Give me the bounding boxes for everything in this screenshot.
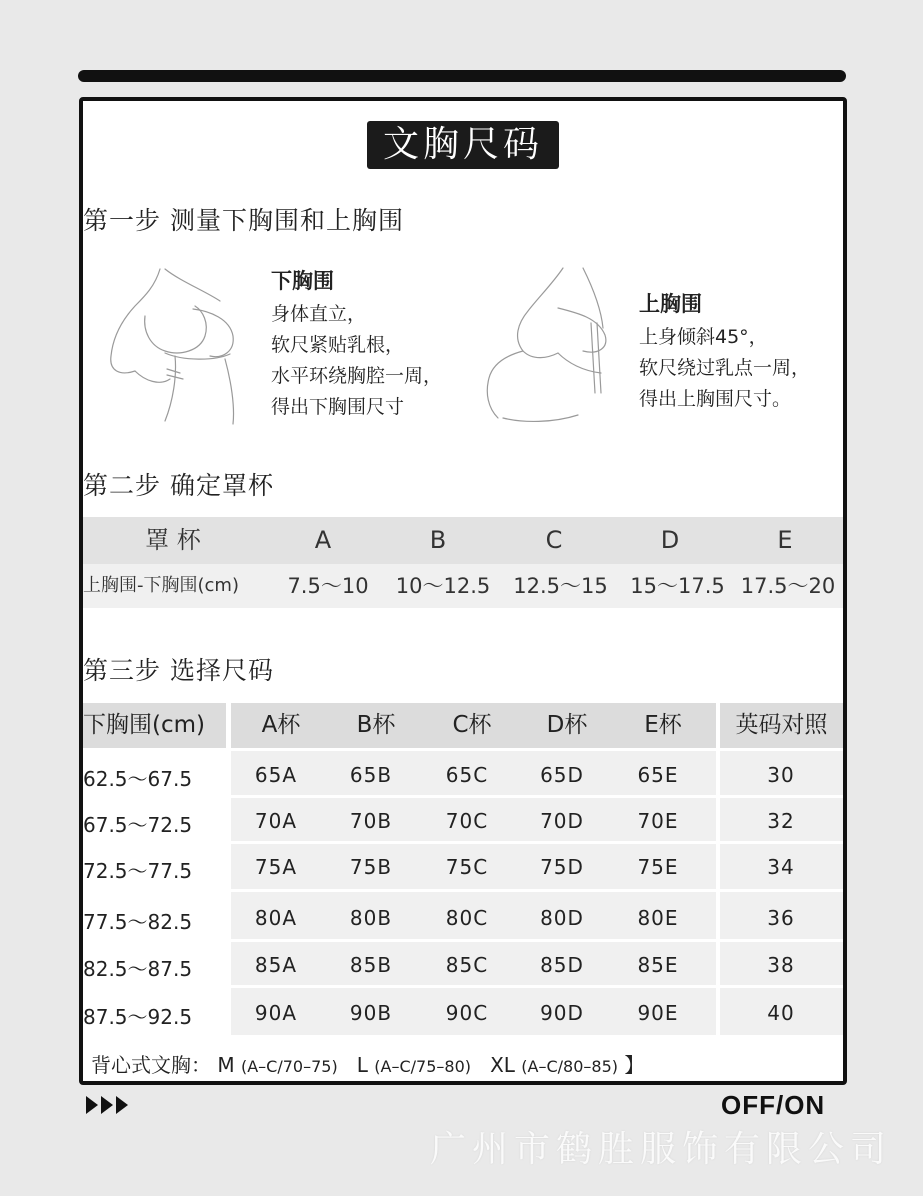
underbust-line: 得出下胸围尺寸 [271,396,405,418]
size-cell: 80C [445,906,489,930]
uk-size-cell: 34 [767,855,795,879]
size-cell: 90A [254,1001,298,1025]
band-range: 72.5～77.5 [83,859,193,883]
cup-range-cell: 15～17.5 [630,574,725,598]
overbust-description [639,289,810,415]
size-cell: 85E [637,953,679,977]
size-cell: 85A [254,953,298,977]
size-cell: 80A [254,906,298,930]
overbust-label: 上胸围 [639,292,702,316]
size-cell: 90B [349,1001,393,1025]
cup-header-cell: A [314,526,332,554]
size-cell: 70B [349,809,393,833]
size-cell: 90E [637,1001,679,1025]
overbust-line: 得出上胸围尺寸。 [639,388,792,410]
size-header-cell: E杯 [644,712,682,738]
uk-size-cell: 30 [767,763,795,787]
size-chart-card [79,97,847,1085]
underbust-label: 下胸围 [271,269,334,293]
size-cell: 85C [445,953,489,977]
page-title: 文胸尺码 [367,121,559,169]
cup-range-cell: 7.5～10 [287,574,369,598]
underbust-description [271,266,442,423]
band-range: 77.5～82.5 [83,910,193,934]
size-header-cell: 英码对照 [735,712,828,738]
size-header-band [83,703,226,748]
cup-range-cell: 10～12.5 [395,574,491,598]
size-cell: 90C [445,1001,489,1025]
size-cell: 75B [349,855,393,879]
underbust-line: 水平环绕胸腔一周， [271,365,443,387]
size-l-range: (A–C/75–80) [374,1057,472,1076]
cup-range-cell: 17.5～20 [740,574,836,598]
size-header-cell: C杯 [452,712,492,738]
size-cell: 80B [349,906,393,930]
size-cell: 75C [445,855,489,879]
size-cell: 70D [540,809,584,833]
size-header-cell: A杯 [261,712,301,738]
cup-header-cell: 罩 杯 [145,526,201,554]
step1-heading: 第一步 测量下胸围和上胸围 [83,206,404,235]
size-xl-label: XL [490,1053,515,1077]
size-header-uk [720,703,843,748]
size-m-label: M [217,1053,235,1077]
vest-bra-note [91,1049,644,1078]
cup-header-cell: D [660,526,680,554]
size-header-cell: 下胸围(cm) [83,712,205,738]
size-l-label: L [356,1053,368,1077]
overbust-line: 上身倾斜45°， [639,326,768,348]
size-cell: 65B [349,763,393,787]
underbust-line: 身体直立， [271,303,367,325]
overbust-illustration [483,263,623,423]
cup-header-cell: E [777,526,793,554]
band-range: 62.5～67.5 [83,767,193,791]
size-cell: 65D [540,763,584,787]
size-cell: 90D [540,1001,584,1025]
size-cell: 80E [637,906,679,930]
underbust-line: 软尺紧贴乳根， [271,334,405,356]
uk-size-cell: 40 [767,1001,795,1025]
size-m-range: (A–C/70–75) [240,1057,338,1076]
size-cell: 75E [637,855,679,879]
size-cell: 65E [637,763,679,787]
size-cell: 75D [540,855,584,879]
size-cell: 85B [349,953,393,977]
top-bar [78,70,846,82]
size-header-cups [231,703,716,748]
company-watermark: 广州市鹤胜服饰有限公司 [430,1129,893,1170]
size-cell: 80D [540,906,584,930]
off-on-label: OFF/ON [721,1090,826,1120]
uk-size-cell: 32 [767,809,795,833]
size-header-cell: D杯 [546,712,588,738]
cup-table-header [83,517,843,564]
band-range: 67.5～72.5 [83,813,193,837]
triple-arrow-icon [86,1094,134,1116]
step2-heading: 第二步 确定罩杯 [83,471,274,500]
size-cell: 70A [254,809,298,833]
band-range: 87.5～92.5 [83,1005,193,1029]
note-prefix: 背心式文胸： [91,1053,211,1077]
underbust-illustration [105,261,255,426]
cup-header-cell: B [429,526,447,554]
step3-heading: 第三步 选择尺码 [83,656,274,685]
note-end: 】 [624,1053,645,1077]
cup-table-row [83,564,843,608]
cup-header-cell: C [545,526,563,554]
size-cell: 75A [254,855,298,879]
overbust-line: 软尺绕过乳点一周， [639,357,811,379]
uk-size-cell: 36 [767,906,795,930]
size-header-cell: B杯 [356,712,396,738]
size-cell: 65A [254,763,298,787]
cup-diff-label: 上胸围-下胸围(cm) [83,575,239,596]
size-cell: 70E [637,809,679,833]
cup-range-cell: 12.5～15 [513,574,608,598]
size-cell: 65C [445,763,489,787]
size-cell: 85D [540,953,584,977]
size-cell: 70C [445,809,489,833]
size-xl-range: (A–C/80–85) [521,1057,619,1076]
band-range: 82.5～87.5 [83,957,193,981]
uk-size-cell: 38 [767,953,795,977]
